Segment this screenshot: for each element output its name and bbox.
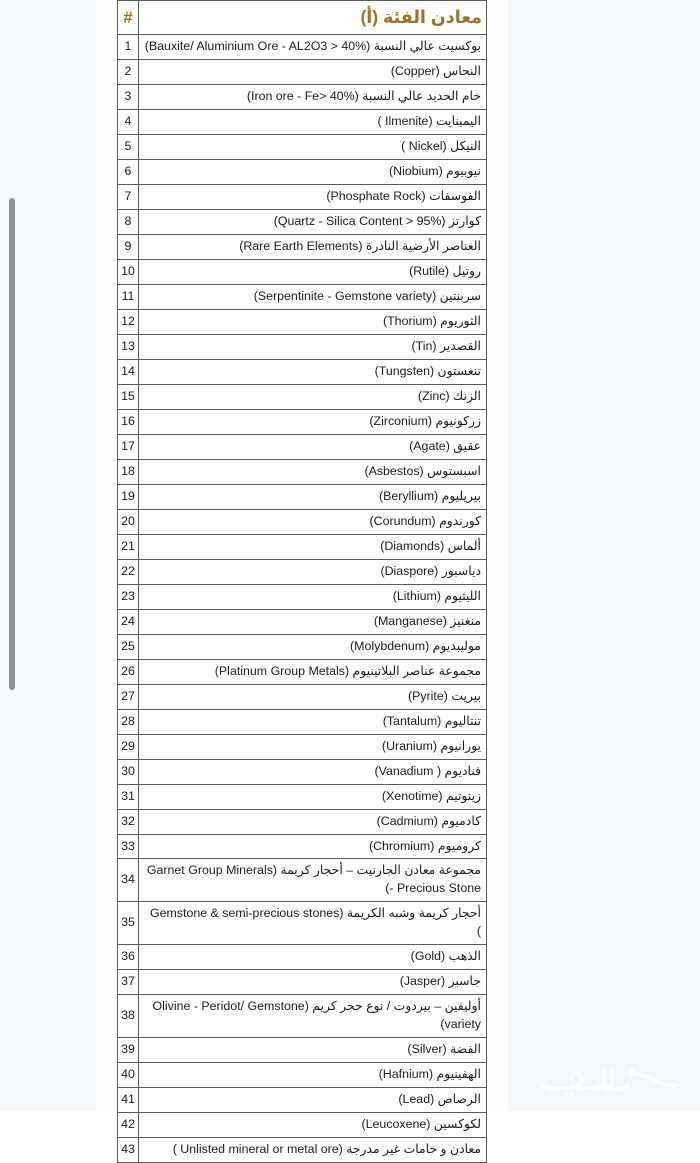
row-number-cell: 20: [118, 509, 139, 534]
mineral-name-cell: القصدير (Tin): [139, 334, 487, 359]
table-row: [118, 584, 487, 609]
header-number-symbol: #: [118, 1, 139, 35]
mineral-name-cell: النحاس (Copper): [139, 59, 487, 84]
row-number-cell: 16: [118, 409, 139, 434]
mineral-name-cell: الليثيوم (Lithium): [139, 584, 487, 609]
row-number-cell: 24: [118, 609, 139, 634]
table-row: [118, 809, 487, 834]
mineral-name-cell: اسبستوس (Asbestos): [139, 459, 487, 484]
row-number-cell: 21: [118, 534, 139, 559]
table-row: [118, 945, 487, 970]
table-row: [118, 184, 487, 209]
mineral-name-cell: جاسبر (Jasper): [139, 970, 487, 995]
row-number-cell: 25: [118, 634, 139, 659]
mineral-name-cell: نيوبيوم (Niobium): [139, 159, 487, 184]
row-number-cell: 17: [118, 434, 139, 459]
table-row: [118, 35, 487, 60]
row-number-cell: 39: [118, 1038, 139, 1063]
row-number-cell: 15: [118, 384, 139, 409]
row-number-cell: 22: [118, 559, 139, 584]
row-number-cell: 7: [118, 184, 139, 209]
row-number-cell: 9: [118, 234, 139, 259]
table-row: [118, 534, 487, 559]
row-number-cell: 3: [118, 84, 139, 109]
mineral-name-cell: الفوسفات (Phosphate Rock): [139, 184, 487, 209]
header-category-title: معادن الفئة (أ): [139, 1, 487, 35]
vertical-scrollbar-track[interactable]: [4, 0, 13, 1111]
table-row: [118, 509, 487, 534]
table-row: [118, 1088, 487, 1113]
minerals-table: [117, 0, 487, 1163]
row-number-cell: 26: [118, 659, 139, 684]
table-row: [118, 995, 487, 1038]
mineral-name-cell: النيكل (Nickel ): [139, 134, 487, 159]
mineral-name-cell: بيريليوم (Beryllium): [139, 484, 487, 509]
mineral-name-cell: الفضة (Silver): [139, 1038, 487, 1063]
mineral-name-cell: كورندوم (Corundum): [139, 509, 487, 534]
row-number-cell: 19: [118, 484, 139, 509]
table-row: [118, 659, 487, 684]
mineral-name-cell: الرصاص (Lead): [139, 1088, 487, 1113]
row-number-cell: 37: [118, 970, 139, 995]
table-row: [118, 384, 487, 409]
table-row: [118, 970, 487, 995]
mineral-name-cell: بوكسيت عالي النسبة (Bauxite/ Aluminium Ore - AL2O3 > 40%): [139, 35, 487, 60]
table-row: [118, 902, 487, 945]
table-row: [118, 234, 487, 259]
table-row: [118, 159, 487, 184]
row-number-cell: 13: [118, 334, 139, 359]
row-number-cell: 35: [118, 902, 139, 945]
mineral-name-cell: موليبديوم (Molybdenum): [139, 634, 487, 659]
table-row: [118, 484, 487, 509]
row-number-cell: 34: [118, 859, 139, 902]
row-number-cell: 18: [118, 459, 139, 484]
row-number-cell: 14: [118, 359, 139, 384]
table-row: [118, 459, 487, 484]
row-number-cell: 4: [118, 109, 139, 134]
row-number-cell: 27: [118, 684, 139, 709]
row-number-cell: 31: [118, 784, 139, 809]
table-row: [118, 359, 487, 384]
mineral-name-cell: مجموعة معادن الجارنيت – أحجار كريمة (Garnet Group Minerals - Precious Stone): [139, 859, 487, 902]
table-row: [118, 434, 487, 459]
mineral-name-cell: فناديوم ( Vanadium): [139, 759, 487, 784]
left-white-gutter: [96, 0, 118, 1111]
row-number-cell: 12: [118, 309, 139, 334]
table-body: [118, 35, 487, 1163]
table-row: [118, 309, 487, 334]
mineral-name-cell: كادميوم (Cadmium): [139, 809, 487, 834]
table-row: [118, 759, 487, 784]
mineral-name-cell: اليمينايت (Ilmenite ): [139, 109, 487, 134]
row-number-cell: 43: [118, 1138, 139, 1163]
row-number-cell: 33: [118, 834, 139, 859]
row-number-cell: 11: [118, 284, 139, 309]
table-row: [118, 1138, 487, 1163]
table-row: [118, 1063, 487, 1088]
mineral-name-cell: تنغستون (Tungsten): [139, 359, 487, 384]
mineral-name-cell: تنتاليوم (Tantalum): [139, 709, 487, 734]
mineral-name-cell: كروميوم (Chromium): [139, 834, 487, 859]
table-row: [118, 59, 487, 84]
mineral-name-cell: عقيق (Agate): [139, 434, 487, 459]
row-number-cell: 40: [118, 1063, 139, 1088]
table-row: [118, 859, 487, 902]
minerals-table-container: [118, 0, 487, 1163]
table-row: [118, 1038, 487, 1063]
row-number-cell: 10: [118, 259, 139, 284]
table-row: [118, 684, 487, 709]
table-row: [118, 609, 487, 634]
mineral-name-cell: منغنيز (Manganese): [139, 609, 487, 634]
row-number-cell: 23: [118, 584, 139, 609]
mineral-name-cell: سربنتين (Serpentinite - Gemstone variety): [139, 284, 487, 309]
mineral-name-cell: الزنك (Zinc): [139, 384, 487, 409]
row-number-cell: 8: [118, 209, 139, 234]
table-row: [118, 784, 487, 809]
row-number-cell: 5: [118, 134, 139, 159]
table-row: [118, 334, 487, 359]
row-number-cell: 42: [118, 1113, 139, 1138]
mineral-name-cell: لكوكسين (Leucoxene): [139, 1113, 487, 1138]
mineral-name-cell: زينوتيم (Xenotime): [139, 784, 487, 809]
table-row: [118, 209, 487, 234]
mineral-name-cell: مجموعة عناصر البلاتينيوم (Platinum Group Metals): [139, 659, 487, 684]
table-row: [118, 134, 487, 159]
table-row: [118, 709, 487, 734]
mineral-name-cell: دياسبور (Diaspore): [139, 559, 487, 584]
table-row: [118, 559, 487, 584]
mineral-name-cell: العناصر الأرضية النادرة (Rare Earth Elements): [139, 234, 487, 259]
row-number-cell: 2: [118, 59, 139, 84]
table-row: [118, 409, 487, 434]
mineral-name-cell: أحجار كريمة وشبه الكريمة (Gemstone & semi-precious stones ): [139, 902, 487, 945]
table-row: [118, 259, 487, 284]
row-number-cell: 28: [118, 709, 139, 734]
mineral-name-cell: معادن و خامات غير مدرجة (Unlisted mineral or metal ore ): [139, 1138, 487, 1163]
right-white-gutter: [486, 0, 508, 1111]
row-number-cell: 38: [118, 995, 139, 1038]
table-row: [118, 109, 487, 134]
table-row: [118, 84, 487, 109]
table-row: [118, 1113, 487, 1138]
mineral-name-cell: ألماس (Diamonds): [139, 534, 487, 559]
table-row: [118, 734, 487, 759]
mineral-name-cell: الهفينيوم (Hafnium): [139, 1063, 487, 1088]
mineral-name-cell: روتيل (Rutile): [139, 259, 487, 284]
mineral-name-cell: بيريت (Pyrite): [139, 684, 487, 709]
mineral-name-cell: الثوريوم (Thorium): [139, 309, 487, 334]
row-number-cell: 36: [118, 945, 139, 970]
table-row: [118, 634, 487, 659]
table-row: [118, 284, 487, 309]
table-header-row: [118, 1, 487, 35]
mineral-name-cell: الذهب (Gold): [139, 945, 487, 970]
mineral-name-cell: يورانيوم (Uranium): [139, 734, 487, 759]
row-number-cell: 32: [118, 809, 139, 834]
mineral-name-cell: زركونيوم (Zirconium): [139, 409, 487, 434]
table-header: [118, 1, 487, 35]
vertical-scrollbar-thumb[interactable]: [9, 198, 15, 690]
table-row: [118, 834, 487, 859]
row-number-cell: 6: [118, 159, 139, 184]
row-number-cell: 1: [118, 35, 139, 60]
row-number-cell: 29: [118, 734, 139, 759]
mineral-name-cell: خام الحديد عالي النسبة (Iron ore - Fe> 40%): [139, 84, 487, 109]
row-number-cell: 41: [118, 1088, 139, 1113]
mineral-name-cell: أوليفين – بيردوت / نوع حجر كريم (Olivine - Peridot/ Gemstone variety): [139, 995, 487, 1038]
mineral-name-cell: كوارتز (Quartz - Silica Content > 95%): [139, 209, 487, 234]
row-number-cell: 30: [118, 759, 139, 784]
